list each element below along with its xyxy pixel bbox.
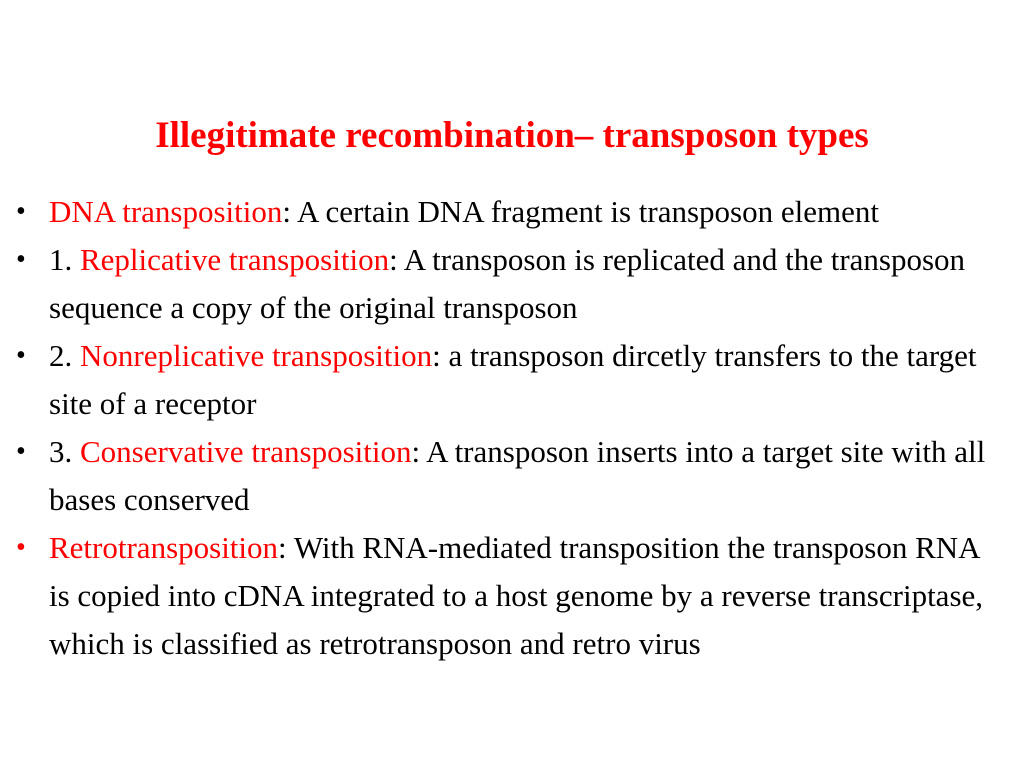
slide-title: Illegitimate recombination– transposon types [155, 115, 869, 156]
bullet-term: Nonreplicative transposition [80, 338, 433, 373]
bullet-prefix: 2. [49, 338, 80, 373]
bullet-dot: • [16, 196, 26, 227]
bullet-term: Conservative transposition [80, 434, 412, 469]
bullet-prefix: 3. [49, 434, 80, 469]
bullet-prefix: 1. [49, 242, 80, 277]
bullet-nonreplicative-transposition [16, 332, 1006, 428]
bullet-conservative-transposition [16, 428, 1006, 524]
bullet-term: Retrotransposition [49, 530, 279, 565]
bullet-text: : a transposon dircetly transfers to the target site of a receptor [49, 338, 977, 421]
bullet-retrotransposition [16, 524, 1006, 668]
bullet-term: DNA transposition [49, 194, 283, 229]
bullet-dot: • [16, 436, 26, 467]
bullet-text: : A certain DNA fragment is transposon element [282, 194, 879, 229]
bullet-dot: • [16, 532, 26, 563]
bullet-text: : With RNA-mediated transposition the transposon RNA is copied into cDNA integrated to a host genome by a reverse transcriptase, which is classified as retrotransposon and retro virus [49, 530, 984, 661]
bullet-text: : A transposon is replicated and the transposon sequence a copy of the original transposon [49, 242, 966, 325]
bullet-dot: • [16, 340, 26, 371]
bullet-dna-transposition [16, 188, 1006, 236]
bullet-term: Replicative transposition [80, 242, 390, 277]
bullet-list [16, 188, 1006, 668]
bullet-dot: • [16, 244, 26, 275]
bullet-replicative-transposition [16, 236, 1006, 332]
bullet-text: : A transposon inserts into a target site with all bases conserved [49, 434, 986, 517]
